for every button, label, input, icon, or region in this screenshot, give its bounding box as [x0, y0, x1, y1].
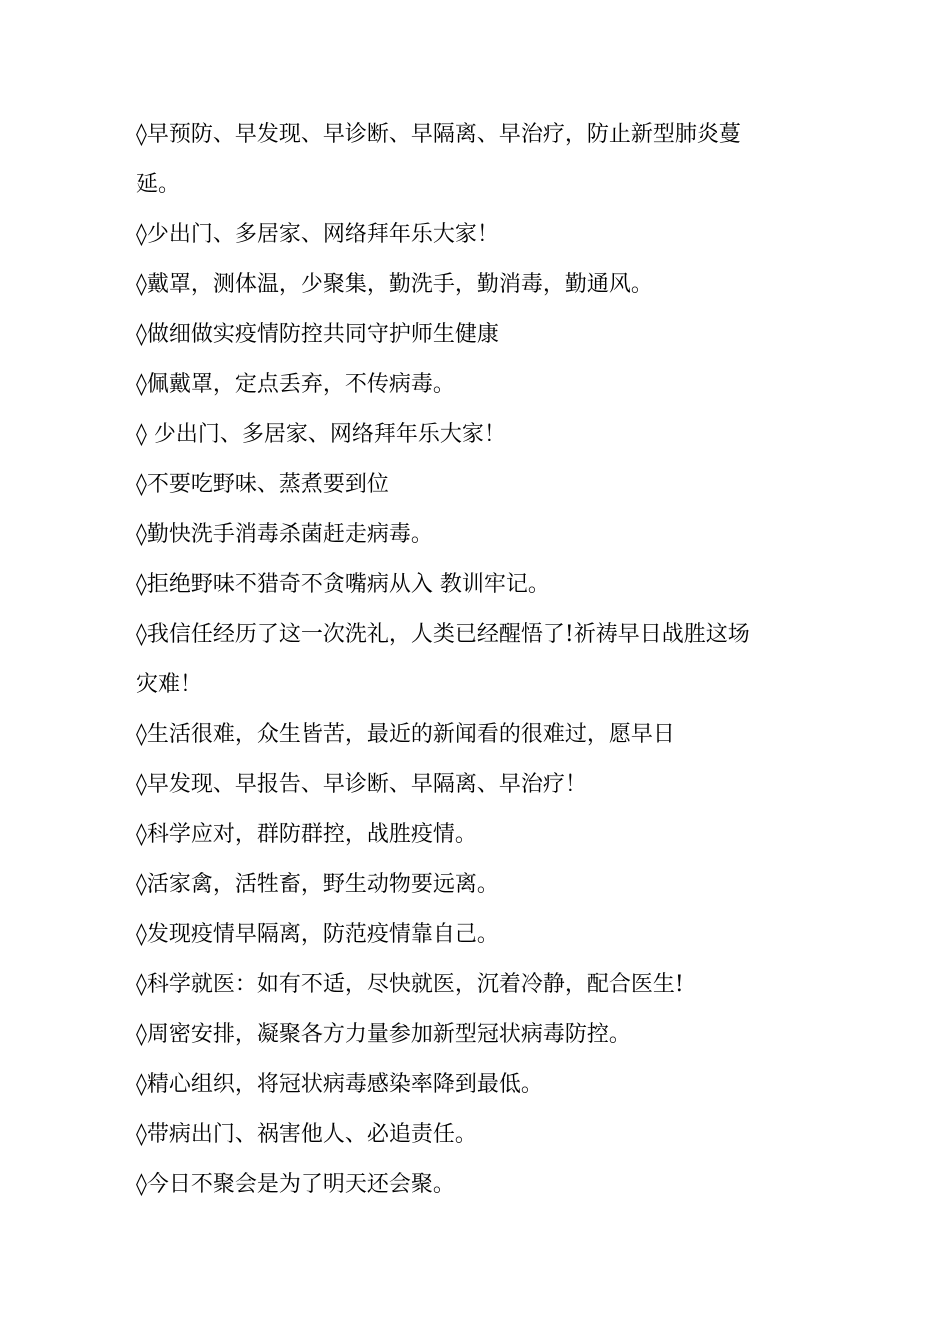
text-line-8: ◊不要吃野味、蒸煮要到位 — [136, 472, 389, 497]
text-line-22: ◊今日不聚会是为了明天还会聚。 — [136, 1172, 455, 1197]
text-line-10: ◊拒绝野味不猎奇不贪嘴病从入 教训牢记。 — [136, 572, 550, 597]
text-line-5: ◊做细做实疫情防控共同守护师生健康 — [136, 322, 499, 347]
text-line-4: ◊戴罩，测体温，少聚集，勤洗手，勤消毒，勤通风。 — [136, 272, 653, 297]
text-line-6: ◊佩戴罩，定点丢弃，不传病毒。 — [136, 372, 455, 397]
text-line-15: ◊科学应对，群防群控，战胜疫情。 — [136, 822, 477, 847]
text-line-13: ◊生活很难，众生皆苦，最近的新闻看的很难过，愿早日 — [136, 722, 675, 747]
text-line-11: ◊我信任经历了这一次洗礼，人类已经醒悟了!祈祷早日战胜这场 — [136, 622, 750, 647]
text-line-9: ◊勤快洗手消毒杀菌赶走病毒。 — [136, 522, 433, 547]
text-line-20: ◊精心组织，将冠状病毒感染率降到最低。 — [136, 1072, 543, 1097]
text-line-3: ◊少出门、多居家、网络拜年乐大家！ — [136, 222, 499, 247]
text-line-19: ◊周密安排，凝聚各方力量参加新型冠状病毒防控。 — [136, 1022, 631, 1047]
text-line-17: ◊发现疫情早隔离，防范疫情靠自己。 — [136, 922, 499, 947]
text-line-1: ◊早预防、早发现、早诊断、早隔离、早治疗，防止新型肺炎蔓 — [136, 122, 741, 147]
text-line-21: ◊带病出门、祸害他人、必追责任。 — [136, 1122, 477, 1147]
text-line-7: ◊ 少出门、多居家、网络拜年乐大家！ — [136, 422, 506, 447]
text-line-16: ◊活家禽，活牲畜，野生动物要远离。 — [136, 872, 499, 897]
text-line-12: 灾难！ — [136, 672, 203, 697]
text-line-2: 延。 — [136, 172, 181, 197]
text-line-18: ◊科学就医：如有不适，尽快就医，沉着冷静，配合医生! — [136, 972, 684, 997]
document-body — [136, 110, 826, 1210]
text-line-14: ◊早发现、早报告、早诊断、早隔离、早治疗！ — [136, 772, 587, 797]
